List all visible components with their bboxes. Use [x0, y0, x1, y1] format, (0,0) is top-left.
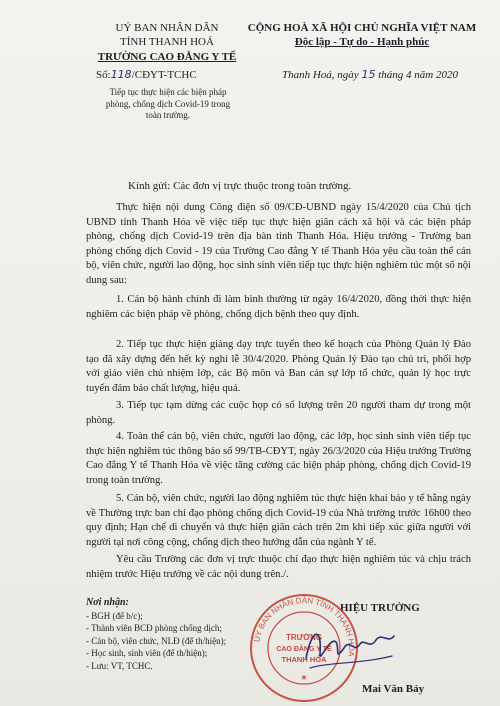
intro-paragraph [86, 201, 471, 289]
intro-text: Thực hiện nội dung Công điện số 09/CĐ-UBND ngày 15/4/2020 của Chủ tịch UBND tỉnh Thanh Hóa về việc tiếp tục thực hiện giãn cách xã hội và các biện pháp phòng, chống dịch Covid-19 trên địa bàn tỉnh Thanh Hóa. Hiệu trưởng - Trường ban phòng chống dịch Covid - 19 của Trường Cao đẳng Y tế Thanh Hóa yêu cầu toàn thể cán bộ, viên chức, người lao động, học sinh sinh viên tiếp tục thực hiện nghiêm túc một số nội dung sau: [86, 202, 471, 286]
agency-line-2: TỈNH THANH HOÁ [120, 36, 214, 48]
stamp-line: THANH HÓA [281, 655, 327, 664]
doc-number-suffix: /CĐYT-TCHC [131, 69, 197, 81]
school-name: TRƯỜNG CAO ĐẲNG Y TẾ [97, 51, 237, 63]
date-line [282, 68, 458, 81]
doc-number-prefix: Số: [96, 69, 111, 81]
recipient-item: - Thành viên BCĐ phòng chống dịch; [86, 623, 222, 633]
subject-line: toàn trường. [145, 110, 191, 120]
item-3 [86, 399, 471, 428]
subject-line: phòng, chống dịch Covid-19 trong [105, 98, 231, 109]
recipients-title: Nơi nhận: [86, 597, 129, 608]
subject-line: Tiếp tục thực hiện các biện pháp [109, 87, 227, 97]
doc-number-handwritten: 118 [110, 68, 132, 81]
recipient-item: - Cán bộ, viên chức, NLĐ (để th/hiện); [86, 635, 227, 646]
recipients-block [86, 597, 226, 672]
recipient-item: - BGH (để b/c); [86, 610, 143, 621]
national-title: CỘNG HOÀ XÃ HỘI CHỦ NGHĨA VIỆT NAM [247, 22, 477, 34]
stamp-star-icon: ★ [300, 673, 308, 682]
date-day-handwritten: 15 [361, 68, 376, 81]
item-4 [86, 430, 471, 488]
stamp-line: TRƯỜNG [285, 633, 323, 642]
item-text: 1. Cán bộ hành chính đi làm bình thường từ ngày 16/4/2020, đồng thời thực hiện nghiêm các biện pháp về phòng, chống dịch bệnh theo quy định. [86, 294, 471, 320]
closing-text: Yêu cầu Trường các đơn vị trực thuộc chỉ đạo thực hiện nghiêm túc và chịu trách nhiệm trước Hiệu trưởng về các nội dung trên./. [86, 554, 471, 580]
subject-block [80, 87, 256, 122]
handwritten-signature [300, 618, 400, 680]
salutation: Kính gửi: Các đơn vị trực thuộc trong toàn trường. [128, 180, 352, 192]
item-text: 5. Cán bộ, viên chức, người lao động nghiêm túc thực hiện khai báo y tế hằng ngày về Thường trực ban chỉ đạo phòng chống dịch Covid-19 của Nhà trường trước 16h00 theo quy định; Hạn chế di chuyển và thực hiện giãn cách trên 2m khi tiếp xúc giữa người với người tại nơi công cộng, chống dịch theo hướng dẫn của ngành Y tế. [86, 493, 471, 548]
date-place: Thanh Hoá, ngày [282, 69, 359, 81]
item-2 [86, 338, 471, 396]
item-text: 3. Tiếp tục tạm dừng các cuộc họp có số lượng trên 20 người tham dự trong một phòng. [86, 400, 471, 426]
item-5 [86, 492, 471, 550]
national-motto: Độc lập - Tự do - Hạnh phúc [294, 36, 430, 48]
item-1 [86, 293, 471, 322]
signature-title: HIỆU TRƯỞNG [340, 602, 420, 614]
item-text: 4. Toàn thể cán bộ, viên chức, người lao động, các lớp, học sinh sinh viên tiếp tục thực hiện nghiêm túc thông báo số 99/TB-CĐYT, ngày 26/3/2020 của Hiệu trưởng Trường Cao đẳng Y tế Thanh Hóa về việc tăng cường các biện pháp phòng, chống dịch Covid-19 trong toàn trường. [86, 431, 471, 486]
item-text: 2. Tiếp tục thực hiện giảng dạy trực tuyến theo kế hoạch của Phòng Quản lý Đào tạo đã xây dựng đến hết kỳ nghỉ lễ 30/4/2020. Phòng Quản lý Đào tạo chủ trì, phối hợp với giáo viên chủ nhiệm lớp, các Bộ môn và Ban cán sự lớp tổ chức, quản lý học trực tuyến đảm bảo chất lượng, hiệu quả. [86, 339, 471, 394]
agency-line-1: UỶ BAN NHÂN DÂN [115, 22, 219, 34]
recipient-item: - Lưu: VT, TCHC. [86, 660, 153, 671]
stamp-ring-text: ỦY BAN NHÂN DÂN TỈNH THANH HÓA [252, 595, 357, 658]
recipient-item: - Học sinh, sinh viên (để th/hiện); [86, 648, 208, 658]
closing-paragraph [86, 553, 471, 582]
stamp-line: CAO ĐẲNG Y TẾ [276, 646, 332, 653]
date-rest: tháng 4 năm 2020 [378, 69, 458, 81]
signer-name: Mai Văn Bảy [362, 683, 425, 695]
document-number [96, 68, 197, 81]
